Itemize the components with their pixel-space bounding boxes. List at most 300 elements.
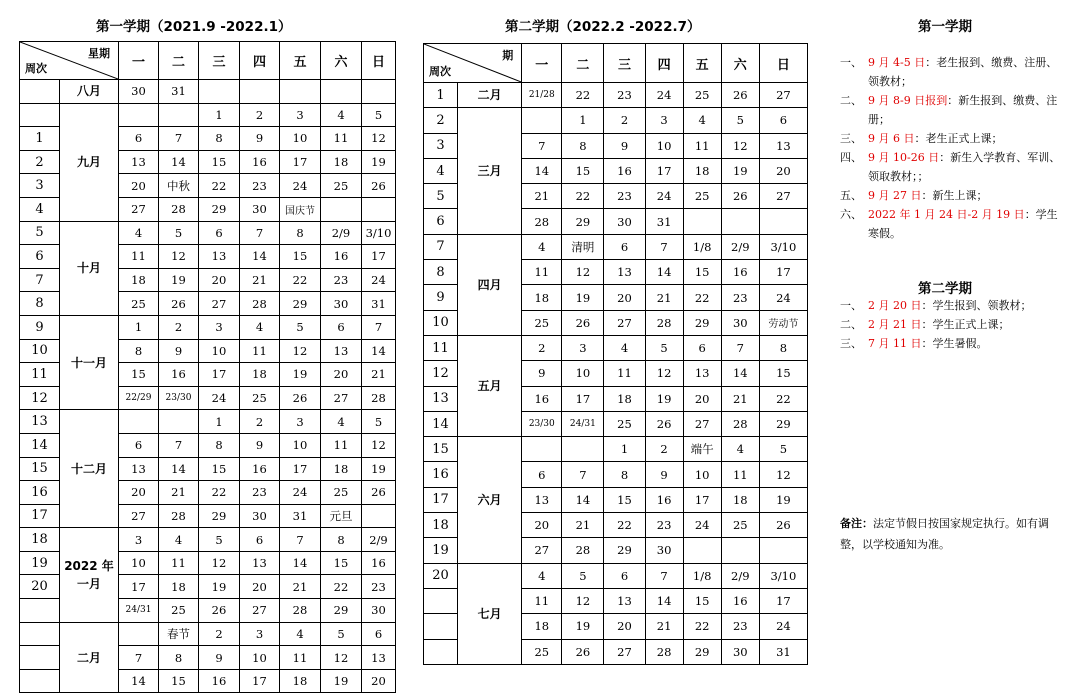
day-cell: 11 xyxy=(522,260,562,285)
day-cell: 30 xyxy=(240,197,280,221)
day-cell: 27 xyxy=(604,639,645,664)
day-cell: 14 xyxy=(119,669,159,693)
remark-text: 法定节假日按国家规定执行。如有调整，以学校通知为准。 xyxy=(840,517,1049,551)
day-cell: 26 xyxy=(362,174,396,198)
day-cell: 2 xyxy=(522,335,562,360)
day-cell: 27 xyxy=(522,538,562,563)
note-item xyxy=(840,91,1062,129)
week-number: 7 xyxy=(424,234,458,259)
week-number: 20 xyxy=(20,575,60,599)
day-cell: 19 xyxy=(562,614,604,639)
week-row xyxy=(424,83,808,108)
note-date: 9 月 27 日 xyxy=(868,189,922,202)
note-number: 二、 xyxy=(840,94,862,107)
day-cell: 4 xyxy=(683,108,721,133)
week-number: 5 xyxy=(20,221,60,245)
day-cell: 13 xyxy=(119,150,159,174)
day-cell: 16 xyxy=(604,158,645,183)
day-cell: 5 xyxy=(362,410,396,434)
note-item xyxy=(840,205,1062,243)
week-number: 15 xyxy=(20,457,60,481)
day-cell: 10 xyxy=(199,339,240,363)
week-number: 16 xyxy=(20,481,60,505)
day-cell: 19 xyxy=(362,150,396,174)
day-cell: 12 xyxy=(362,127,396,151)
day-cell: 31 xyxy=(362,292,396,316)
semester-1-calendar xyxy=(19,41,396,693)
day-cell: 4 xyxy=(240,315,280,339)
note-text xyxy=(868,205,1062,243)
day-cell: 2 xyxy=(159,315,199,339)
day-cell: 22 xyxy=(280,268,321,292)
weekday-header: 一 xyxy=(522,44,562,83)
day-cell: 13 xyxy=(522,487,562,512)
day-cell: 8 xyxy=(199,433,240,457)
day-cell: 26 xyxy=(759,513,807,538)
day-cell xyxy=(721,209,759,234)
day-cell: 25 xyxy=(321,174,362,198)
day-cell xyxy=(759,538,807,563)
semester-2-title: 第二学期（2022.2 -2022.7） xyxy=(505,19,701,35)
day-cell: 12 xyxy=(759,462,807,487)
day-cell: 春节 xyxy=(159,622,199,646)
day-cell: 27 xyxy=(759,184,807,209)
day-cell: 20 xyxy=(522,513,562,538)
day-cell: 24 xyxy=(759,614,807,639)
day-cell: 5 xyxy=(280,315,321,339)
day-cell: 11 xyxy=(159,551,199,575)
note-number: 一、 xyxy=(840,56,862,69)
note-description: ：学生正式上课； xyxy=(921,318,1010,331)
week-number xyxy=(20,646,60,670)
day-cell: 23 xyxy=(240,174,280,198)
day-cell: 25 xyxy=(119,292,159,316)
day-cell: 25 xyxy=(522,639,562,664)
day-cell: 20 xyxy=(604,285,645,310)
day-cell: 19 xyxy=(562,285,604,310)
day-cell: 31 xyxy=(159,80,199,104)
day-cell: 国庆节 xyxy=(280,197,321,221)
week-number: 9 xyxy=(424,285,458,310)
note-description: ：学生寒假。 xyxy=(868,208,1058,240)
corner-weekday-label: 星期 xyxy=(88,47,110,60)
day-cell: 7 xyxy=(522,133,562,158)
day-cell: 16 xyxy=(645,487,683,512)
day-cell: 2/9 xyxy=(721,563,759,588)
day-cell: 23 xyxy=(362,575,396,599)
notes-sem2-list xyxy=(840,296,1062,353)
day-cell: 21 xyxy=(240,268,280,292)
weekday-header: 二 xyxy=(159,42,199,80)
day-cell: 10 xyxy=(119,551,159,575)
day-cell: 23 xyxy=(321,268,362,292)
note-date: 9 月 10-26 日 xyxy=(868,151,940,164)
note-date: 2022 年 1 月 24 日-2 月 19 日 xyxy=(868,208,1025,221)
day-cell: 3 xyxy=(119,528,159,552)
day-cell: 19 xyxy=(645,386,683,411)
day-cell: 2 xyxy=(604,108,645,133)
note-number: 六、 xyxy=(840,208,862,221)
day-cell: 18 xyxy=(240,363,280,387)
week-number: 19 xyxy=(424,538,458,563)
day-cell: 30 xyxy=(604,209,645,234)
day-cell: 21 xyxy=(362,363,396,387)
day-cell: 26 xyxy=(562,310,604,335)
day-cell: 22 xyxy=(199,481,240,505)
day-cell: 11 xyxy=(683,133,721,158)
day-cell xyxy=(199,80,240,104)
day-cell: 28 xyxy=(522,209,562,234)
weekday-header: 六 xyxy=(321,42,362,80)
week-row xyxy=(20,622,396,646)
day-cell: 15 xyxy=(604,487,645,512)
day-cell: 28 xyxy=(280,599,321,623)
day-cell: 23 xyxy=(604,83,645,108)
day-cell: 17 xyxy=(362,245,396,269)
week-number: 9 xyxy=(20,315,60,339)
day-cell xyxy=(159,410,199,434)
corner-week-label: 周次 xyxy=(25,62,47,75)
day-cell: 29 xyxy=(683,310,721,335)
note-number: 四、 xyxy=(840,151,862,164)
day-cell: 19 xyxy=(159,268,199,292)
day-cell: 26 xyxy=(280,386,321,410)
day-cell: 3 xyxy=(645,108,683,133)
week-row xyxy=(20,80,396,104)
day-cell: 16 xyxy=(321,245,362,269)
month-label: 十月 xyxy=(60,221,119,315)
day-cell: 2 xyxy=(645,437,683,462)
week-row xyxy=(20,221,396,245)
day-cell: 20 xyxy=(119,481,159,505)
day-cell: 20 xyxy=(199,268,240,292)
day-cell: 15 xyxy=(199,457,240,481)
note-date: 2 月 21 日 xyxy=(868,318,922,331)
day-cell: 27 xyxy=(604,310,645,335)
day-cell: 12 xyxy=(562,588,604,613)
day-cell: 5 xyxy=(759,437,807,462)
day-cell: 21 xyxy=(645,285,683,310)
day-cell: 30 xyxy=(119,80,159,104)
day-cell: 21 xyxy=(562,513,604,538)
day-cell: 15 xyxy=(562,158,604,183)
day-cell: 8 xyxy=(562,133,604,158)
day-cell: 28 xyxy=(645,310,683,335)
week-number: 16 xyxy=(424,462,458,487)
day-cell: 21 xyxy=(721,386,759,411)
day-cell: 7 xyxy=(721,335,759,360)
day-cell: 4 xyxy=(280,622,321,646)
day-cell: 5 xyxy=(562,563,604,588)
week-row xyxy=(424,234,808,259)
day-cell: 13 xyxy=(604,260,645,285)
day-cell: 6 xyxy=(522,462,562,487)
day-cell: 24 xyxy=(759,285,807,310)
week-number: 13 xyxy=(20,410,60,434)
note-text xyxy=(868,129,1062,148)
day-cell: 27 xyxy=(759,83,807,108)
day-cell: 7 xyxy=(240,221,280,245)
day-cell: 12 xyxy=(362,433,396,457)
day-cell: 15 xyxy=(683,260,721,285)
week-number xyxy=(20,669,60,693)
week-number xyxy=(424,639,458,664)
weekday-header: 四 xyxy=(240,42,280,80)
month-label: 八月 xyxy=(60,80,119,104)
day-cell: 21 xyxy=(522,184,562,209)
day-cell: 15 xyxy=(759,361,807,386)
day-cell: 11 xyxy=(240,339,280,363)
day-cell: 25 xyxy=(604,411,645,436)
day-cell: 18 xyxy=(604,386,645,411)
note-item xyxy=(840,186,1062,205)
day-cell: 23 xyxy=(721,285,759,310)
day-cell: 30 xyxy=(721,310,759,335)
day-cell: 11 xyxy=(280,646,321,670)
week-row xyxy=(20,315,396,339)
day-cell: 13 xyxy=(362,646,396,670)
day-cell: 8 xyxy=(759,335,807,360)
week-number: 3 xyxy=(424,133,458,158)
day-cell: 29 xyxy=(683,639,721,664)
week-number: 14 xyxy=(424,411,458,436)
day-cell: 3/10 xyxy=(759,563,807,588)
month-label: 十二月 xyxy=(60,410,119,528)
day-cell: 20 xyxy=(683,386,721,411)
day-cell: 中秋 xyxy=(159,174,199,198)
month-label: 2022 年 一月 xyxy=(60,528,119,622)
day-cell: 22 xyxy=(562,184,604,209)
day-cell: 20 xyxy=(759,158,807,183)
note-text xyxy=(868,53,1062,91)
week-number xyxy=(424,614,458,639)
week-number: 4 xyxy=(20,197,60,221)
day-cell: 2/9 xyxy=(362,528,396,552)
day-cell: 22 xyxy=(562,83,604,108)
day-cell xyxy=(119,103,159,127)
week-row xyxy=(424,108,808,133)
day-cell: 29 xyxy=(199,197,240,221)
day-cell: 12 xyxy=(280,339,321,363)
day-cell: 1/8 xyxy=(683,234,721,259)
note-item xyxy=(840,315,1062,334)
day-cell: 劳动节 xyxy=(759,310,807,335)
day-cell: 13 xyxy=(321,339,362,363)
day-cell: 16 xyxy=(362,551,396,575)
remark-label: 备注： xyxy=(840,517,873,530)
day-cell: 18 xyxy=(683,158,721,183)
note-description: ：新生上课； xyxy=(921,189,988,202)
day-cell: 21 xyxy=(280,575,321,599)
day-cell: 12 xyxy=(645,361,683,386)
day-cell: 16 xyxy=(721,588,759,613)
note-number: 一、 xyxy=(840,299,862,312)
note-date: 9 月 6 日 xyxy=(868,132,915,145)
note-item xyxy=(840,129,1062,148)
week-number: 8 xyxy=(424,260,458,285)
day-cell: 17 xyxy=(759,260,807,285)
weekday-header: 日 xyxy=(759,44,807,83)
week-number: 1 xyxy=(20,127,60,151)
day-cell: 22 xyxy=(199,174,240,198)
day-cell: 14 xyxy=(562,487,604,512)
day-cell: 14 xyxy=(645,260,683,285)
day-cell: 23 xyxy=(604,184,645,209)
day-cell: 8 xyxy=(321,528,362,552)
day-cell: 5 xyxy=(321,622,362,646)
day-cell: 30 xyxy=(321,292,362,316)
day-cell: 19 xyxy=(199,575,240,599)
week-number: 3 xyxy=(20,174,60,198)
corner-weekday-label: 期 xyxy=(502,49,514,62)
day-cell: 22 xyxy=(604,513,645,538)
day-cell: 8 xyxy=(159,646,199,670)
week-number: 13 xyxy=(424,386,458,411)
day-cell: 9 xyxy=(604,133,645,158)
day-cell: 3 xyxy=(562,335,604,360)
day-cell: 10 xyxy=(280,127,321,151)
day-cell: 3 xyxy=(280,103,321,127)
day-cell: 清明 xyxy=(562,234,604,259)
note-number: 三、 xyxy=(840,132,862,145)
week-number: 5 xyxy=(424,184,458,209)
day-cell: 13 xyxy=(199,245,240,269)
day-cell: 2 xyxy=(240,410,280,434)
day-cell: 5 xyxy=(721,108,759,133)
day-cell: 4 xyxy=(119,221,159,245)
week-row xyxy=(424,563,808,588)
day-cell: 11 xyxy=(321,433,362,457)
day-cell: 14 xyxy=(645,588,683,613)
day-cell: 24/31 xyxy=(119,599,159,623)
day-cell: 17 xyxy=(280,150,321,174)
semester-1-title: 第一学期（2021.9 -2022.1） xyxy=(96,19,292,35)
day-cell: 1 xyxy=(199,410,240,434)
day-cell xyxy=(280,80,321,104)
day-cell: 27 xyxy=(240,599,280,623)
day-cell: 23/30 xyxy=(159,386,199,410)
weekday-header: 五 xyxy=(683,44,721,83)
day-cell: 30 xyxy=(645,538,683,563)
day-cell xyxy=(321,80,362,104)
note-item xyxy=(840,296,1062,315)
day-cell xyxy=(522,108,562,133)
day-cell: 28 xyxy=(240,292,280,316)
day-cell xyxy=(159,103,199,127)
day-cell: 2 xyxy=(199,622,240,646)
note-text xyxy=(868,315,1062,334)
day-cell: 22/29 xyxy=(119,386,159,410)
week-row xyxy=(424,335,808,360)
week-number xyxy=(424,588,458,613)
week-number: 10 xyxy=(20,339,60,363)
day-cell: 7 xyxy=(119,646,159,670)
notes-sem2-heading: 第二学期 xyxy=(918,281,972,297)
day-cell: 14 xyxy=(362,339,396,363)
day-cell: 12 xyxy=(562,260,604,285)
day-cell: 22 xyxy=(759,386,807,411)
day-cell: 14 xyxy=(240,245,280,269)
day-cell: 4 xyxy=(159,528,199,552)
day-cell: 1 xyxy=(562,108,604,133)
day-cell: 20 xyxy=(240,575,280,599)
week-number: 6 xyxy=(20,245,60,269)
day-cell: 6 xyxy=(759,108,807,133)
day-cell xyxy=(721,538,759,563)
day-cell xyxy=(119,410,159,434)
note-item xyxy=(840,334,1062,353)
day-cell: 15 xyxy=(280,245,321,269)
day-cell: 17 xyxy=(240,669,280,693)
day-cell: 3 xyxy=(280,410,321,434)
week-number: 8 xyxy=(20,292,60,316)
day-cell: 19 xyxy=(759,487,807,512)
day-cell: 4 xyxy=(321,410,362,434)
day-cell: 6 xyxy=(119,127,159,151)
day-cell: 1 xyxy=(604,437,645,462)
day-cell: 31 xyxy=(280,504,321,528)
week-number xyxy=(20,599,60,623)
day-cell: 4 xyxy=(321,103,362,127)
note-date: 9 月 4-5 日 xyxy=(868,56,926,69)
note-description: ：老生报到、缴费、注册、领教材； xyxy=(868,56,1058,88)
day-cell: 3/10 xyxy=(759,234,807,259)
day-cell: 2/9 xyxy=(321,221,362,245)
week-row xyxy=(424,437,808,462)
day-cell: 8 xyxy=(280,221,321,245)
month-label: 四月 xyxy=(458,234,522,335)
week-number: 18 xyxy=(424,513,458,538)
day-cell: 16 xyxy=(159,363,199,387)
day-cell: 23 xyxy=(721,614,759,639)
note-description: ：新生报到、缴费、注册； xyxy=(868,94,1058,126)
month-label: 六月 xyxy=(458,437,522,563)
day-cell: 24 xyxy=(683,513,721,538)
day-cell: 14 xyxy=(159,457,199,481)
day-cell: 31 xyxy=(645,209,683,234)
week-row xyxy=(20,528,396,552)
day-cell: 15 xyxy=(119,363,159,387)
day-cell: 6 xyxy=(119,433,159,457)
day-cell: 16 xyxy=(240,150,280,174)
day-cell: 9 xyxy=(522,361,562,386)
day-cell: 18 xyxy=(321,457,362,481)
day-cell: 16 xyxy=(522,386,562,411)
day-cell: 20 xyxy=(321,363,362,387)
day-cell: 28 xyxy=(159,197,199,221)
day-cell: 10 xyxy=(683,462,721,487)
day-cell: 1 xyxy=(199,103,240,127)
week-number: 12 xyxy=(424,361,458,386)
day-cell: 27 xyxy=(119,197,159,221)
month-label: 九月 xyxy=(60,103,119,221)
day-cell: 24 xyxy=(645,83,683,108)
day-cell: 9 xyxy=(240,433,280,457)
day-cell: 12 xyxy=(159,245,199,269)
day-cell: 8 xyxy=(604,462,645,487)
notes-sem1-heading: 第一学期 xyxy=(918,19,972,35)
day-cell: 9 xyxy=(159,339,199,363)
day-cell: 26 xyxy=(159,292,199,316)
day-cell: 18 xyxy=(522,614,562,639)
day-cell: 27 xyxy=(321,386,362,410)
note-description: ：学生暑假。 xyxy=(921,337,988,350)
day-cell: 11 xyxy=(721,462,759,487)
day-cell: 19 xyxy=(721,158,759,183)
day-cell: 21/28 xyxy=(522,83,562,108)
day-cell: 17 xyxy=(199,363,240,387)
day-cell: 7 xyxy=(562,462,604,487)
